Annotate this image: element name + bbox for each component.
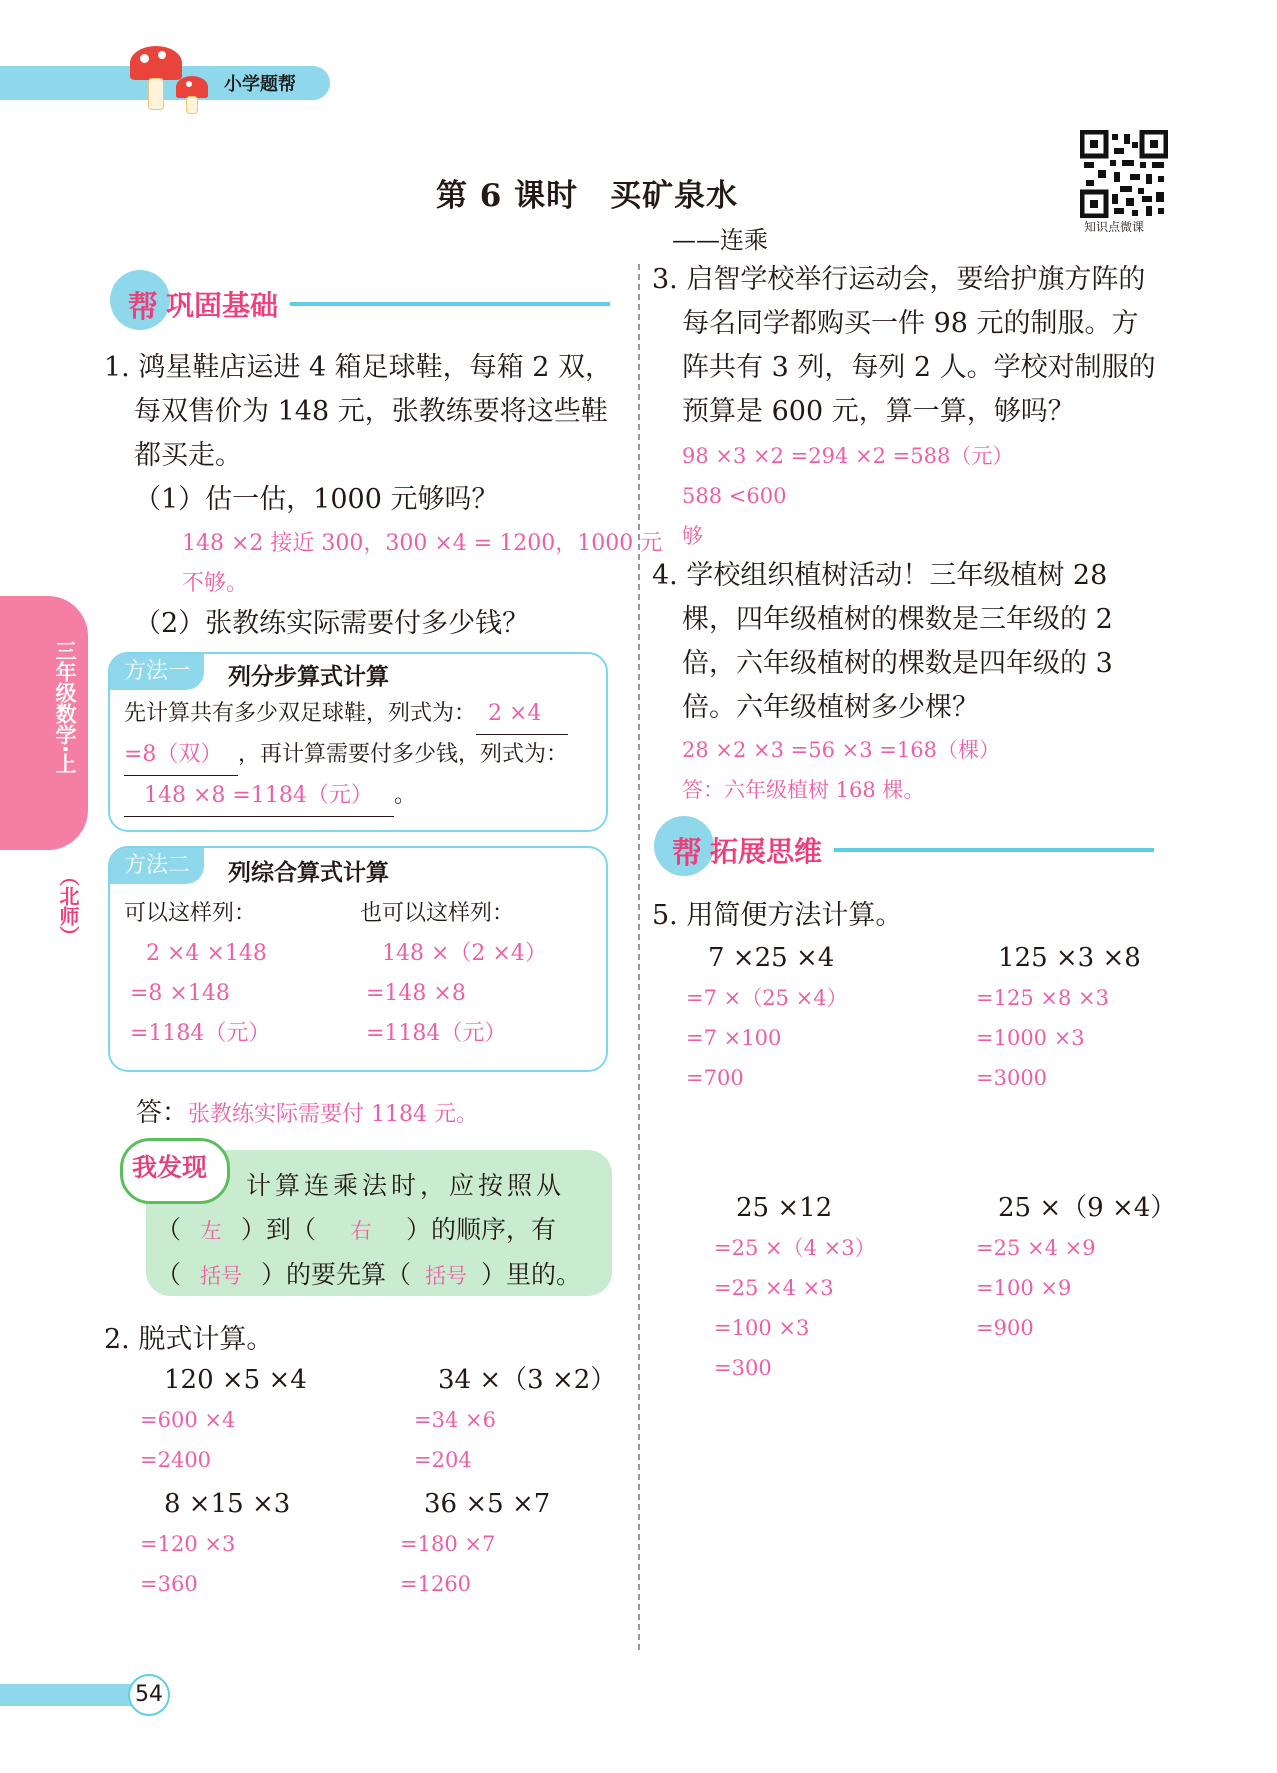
q5-step: =700 — [686, 1066, 744, 1090]
page-number: 54 — [128, 1674, 170, 1716]
q3-answer-step: 588 <600 — [682, 484, 787, 508]
q5-step: =3000 — [976, 1066, 1048, 1090]
q5-problem — [976, 1188, 1176, 1348]
q4-line1: 4. 学校组织植树活动！三年级植树 28 — [652, 560, 1108, 591]
method2-right-step: =1184（元） — [366, 1021, 507, 1046]
q1-sub2: （2）张教练实际需要付多少钱？ — [134, 608, 530, 639]
method2-left-step: 2 ×4 ×148 — [146, 941, 267, 966]
q5-step: =25 ×4 ×3 — [714, 1276, 834, 1300]
discovery-paren: ）的要先算（ — [261, 1260, 412, 1289]
method2-right-steps — [366, 934, 547, 1054]
method1-text2: ，再计算需要付多少钱，列式为： — [238, 742, 569, 767]
q2-expression: 36 ×5 ×7 — [424, 1489, 551, 1519]
q2-expression: 8 ×15 ×3 — [164, 1489, 291, 1519]
q1-line3: 都买走。 — [134, 440, 242, 471]
q4-answer-step: 28 ×2 ×3 =56 ×3 =168（棵） — [682, 738, 1000, 762]
q3-line3: 阵共有 3 列，每列 2 人。学校对制服的 — [682, 352, 1156, 383]
q2-step: =600 ×4 — [140, 1408, 236, 1432]
discovery-text — [156, 1164, 606, 1298]
method2-title: 列综合算式计算 — [228, 860, 389, 886]
q2-step: =360 — [140, 1572, 198, 1596]
q3-text — [652, 258, 1172, 434]
q4-answer — [682, 730, 1000, 810]
section1-rule — [290, 302, 610, 306]
discovery-line1: 计算连乘法时，应按照从 — [246, 1171, 566, 1200]
section2-rule — [834, 848, 1154, 852]
section1-label: 巩固基础 — [166, 289, 279, 322]
q3-line4: 预算是 600 元，算一算，够吗？ — [682, 396, 1075, 427]
section2-label: 拓展思维 — [710, 835, 823, 868]
q2-problem — [400, 1484, 550, 1604]
discovery-blank4: 括号 — [425, 1264, 468, 1288]
lesson-title: 第 6 课时 买矿泉水 — [436, 178, 739, 214]
method2-left-step: =8 ×148 — [130, 981, 230, 1006]
q5-step: =7 ×（25 ×4） — [686, 986, 848, 1010]
q2-step: =1260 — [400, 1572, 472, 1596]
method1-tag: 方法一 — [110, 654, 204, 690]
q5-step: =100 ×9 — [976, 1276, 1072, 1300]
q5-step: =900 — [976, 1316, 1034, 1340]
q5-expression: 25 ×（9 ×4） — [998, 1193, 1177, 1223]
q3-answer-step: 够 — [682, 524, 703, 548]
q2-step: =34 ×6 — [414, 1408, 496, 1432]
q4-line2: 棵，四年级植树的棵数是三年级的 2 — [682, 604, 1113, 635]
method2-tag: 方法二 — [110, 848, 204, 884]
q2-problem — [140, 1360, 307, 1480]
q1-sub1-answer-line2: 不够。 — [182, 571, 249, 596]
q2-step: =180 ×7 — [400, 1532, 496, 1556]
q1-text — [104, 346, 634, 522]
q3-answer-step: 98 ×3 ×2 =294 ×2 =588（元） — [682, 444, 1014, 468]
q1-sub1: （1）估一估，1000 元够吗？ — [134, 484, 499, 515]
method1-answer2: 148 ×8 =1184（元） — [124, 776, 394, 817]
qr-code-icon[interactable] — [1080, 130, 1168, 218]
q5-problem — [714, 1188, 876, 1388]
method2-left-label: 可以这样列： — [124, 901, 257, 926]
mushroom-logo-icon — [130, 46, 220, 116]
discovery-paren: （ — [156, 1215, 182, 1244]
method2-right-step: 148 ×（2 ×4） — [382, 941, 547, 966]
q2-expression: 34 ×（3 ×2） — [438, 1365, 617, 1395]
q1-answer-label: 答： — [136, 1098, 189, 1128]
discovery-blank2: 右 — [350, 1219, 372, 1243]
method2-right-step: =148 ×8 — [366, 981, 466, 1006]
q5-problem — [686, 938, 848, 1098]
discovery-paren: ）到（ — [241, 1215, 317, 1244]
q3-answer — [682, 436, 1013, 556]
q4-text — [652, 554, 1172, 730]
q5-label: 5. 用简便方法计算。 — [652, 900, 903, 931]
q4-line4: 倍。六年级植树多少棵？ — [682, 692, 979, 723]
q2-label: 2. 脱式计算。 — [104, 1324, 274, 1355]
q1-line1: 1. 鸿星鞋店运进 4 箱足球鞋，每箱 2 双， — [104, 352, 613, 383]
q2-step: =2400 — [140, 1448, 212, 1472]
column-divider — [638, 264, 640, 1650]
q5-step: =300 — [714, 1356, 772, 1380]
method2-left-steps — [130, 934, 270, 1054]
q5-step: =25 ×4 ×9 — [976, 1236, 1096, 1260]
q3-line2: 每名同学都购买一件 98 元的制服。方 — [682, 308, 1139, 339]
q5-step: =100 ×3 — [714, 1316, 810, 1340]
q5-expression: 7 ×25 ×4 — [708, 943, 835, 973]
section1-badge: 帮 — [128, 290, 158, 325]
discovery-blank3: 括号 — [200, 1264, 243, 1288]
q5-expression: 125 ×3 ×8 — [998, 943, 1141, 973]
q4-line3: 倍，六年级植树的棵数是四年级的 3 — [682, 648, 1113, 679]
method2-right-label: 也可以这样列： — [360, 901, 515, 926]
section2-badge: 帮 — [672, 836, 702, 871]
q2-problem — [414, 1360, 616, 1480]
q5-step: =125 ×8 ×3 — [976, 986, 1109, 1010]
method1-title: 列分步算式计算 — [228, 664, 389, 690]
discovery-paren: ）的顺序，有 — [406, 1215, 557, 1244]
side-tab-grade: 三年级数学·上 — [53, 640, 77, 774]
method2-left-step: =1184（元） — [130, 1021, 271, 1046]
discovery-paren: （ — [156, 1260, 182, 1289]
lesson-subtitle: ——连乘 — [672, 226, 768, 254]
method1-answer1b: =8（双） — [124, 735, 238, 776]
method1-end: 。 — [394, 783, 417, 808]
q2-step: =120 ×3 — [140, 1532, 236, 1556]
discovery-blank1: 左 — [200, 1219, 222, 1243]
method1-body — [124, 694, 604, 817]
method1-answer1a: 2 ×4 — [476, 694, 568, 735]
q2-problem — [140, 1484, 290, 1604]
q2-step: =204 — [414, 1448, 472, 1472]
q5-expression: 25 ×12 — [736, 1193, 833, 1223]
side-tab-edition: （北师） — [56, 866, 80, 946]
method1-text1: 先计算共有多少双足球鞋，列式为： — [124, 701, 477, 726]
discovery-paren: ）里的。 — [481, 1260, 582, 1289]
brand-label: 小学题帮 — [224, 74, 296, 95]
qr-caption: 知识点微课 — [1084, 220, 1145, 234]
q1-line2: 每双售价为 148 元，张教练要将这些鞋 — [134, 396, 608, 427]
q5-step: =1000 ×3 — [976, 1026, 1085, 1050]
q2-expression: 120 ×5 ×4 — [164, 1365, 307, 1395]
q3-line1: 3. 启智学校举行运动会，要给护旗方阵的 — [652, 264, 1146, 295]
q1-sub1-answer-line1: 148 ×2 接近 300，300 ×4 = 1200，1000 元 — [182, 531, 663, 556]
q5-problem — [976, 938, 1141, 1098]
q4-answer-step: 答：六年级植树 168 棵。 — [682, 778, 925, 802]
q5-step: =7 ×100 — [686, 1026, 782, 1050]
q1-answer-text: 张教练实际需要付 1184 元。 — [188, 1102, 478, 1127]
discovery-badge-label: 我发现 — [132, 1153, 208, 1182]
q5-step: =25 ×（4 ×3） — [714, 1236, 876, 1260]
q1-answer — [136, 1092, 478, 1129]
